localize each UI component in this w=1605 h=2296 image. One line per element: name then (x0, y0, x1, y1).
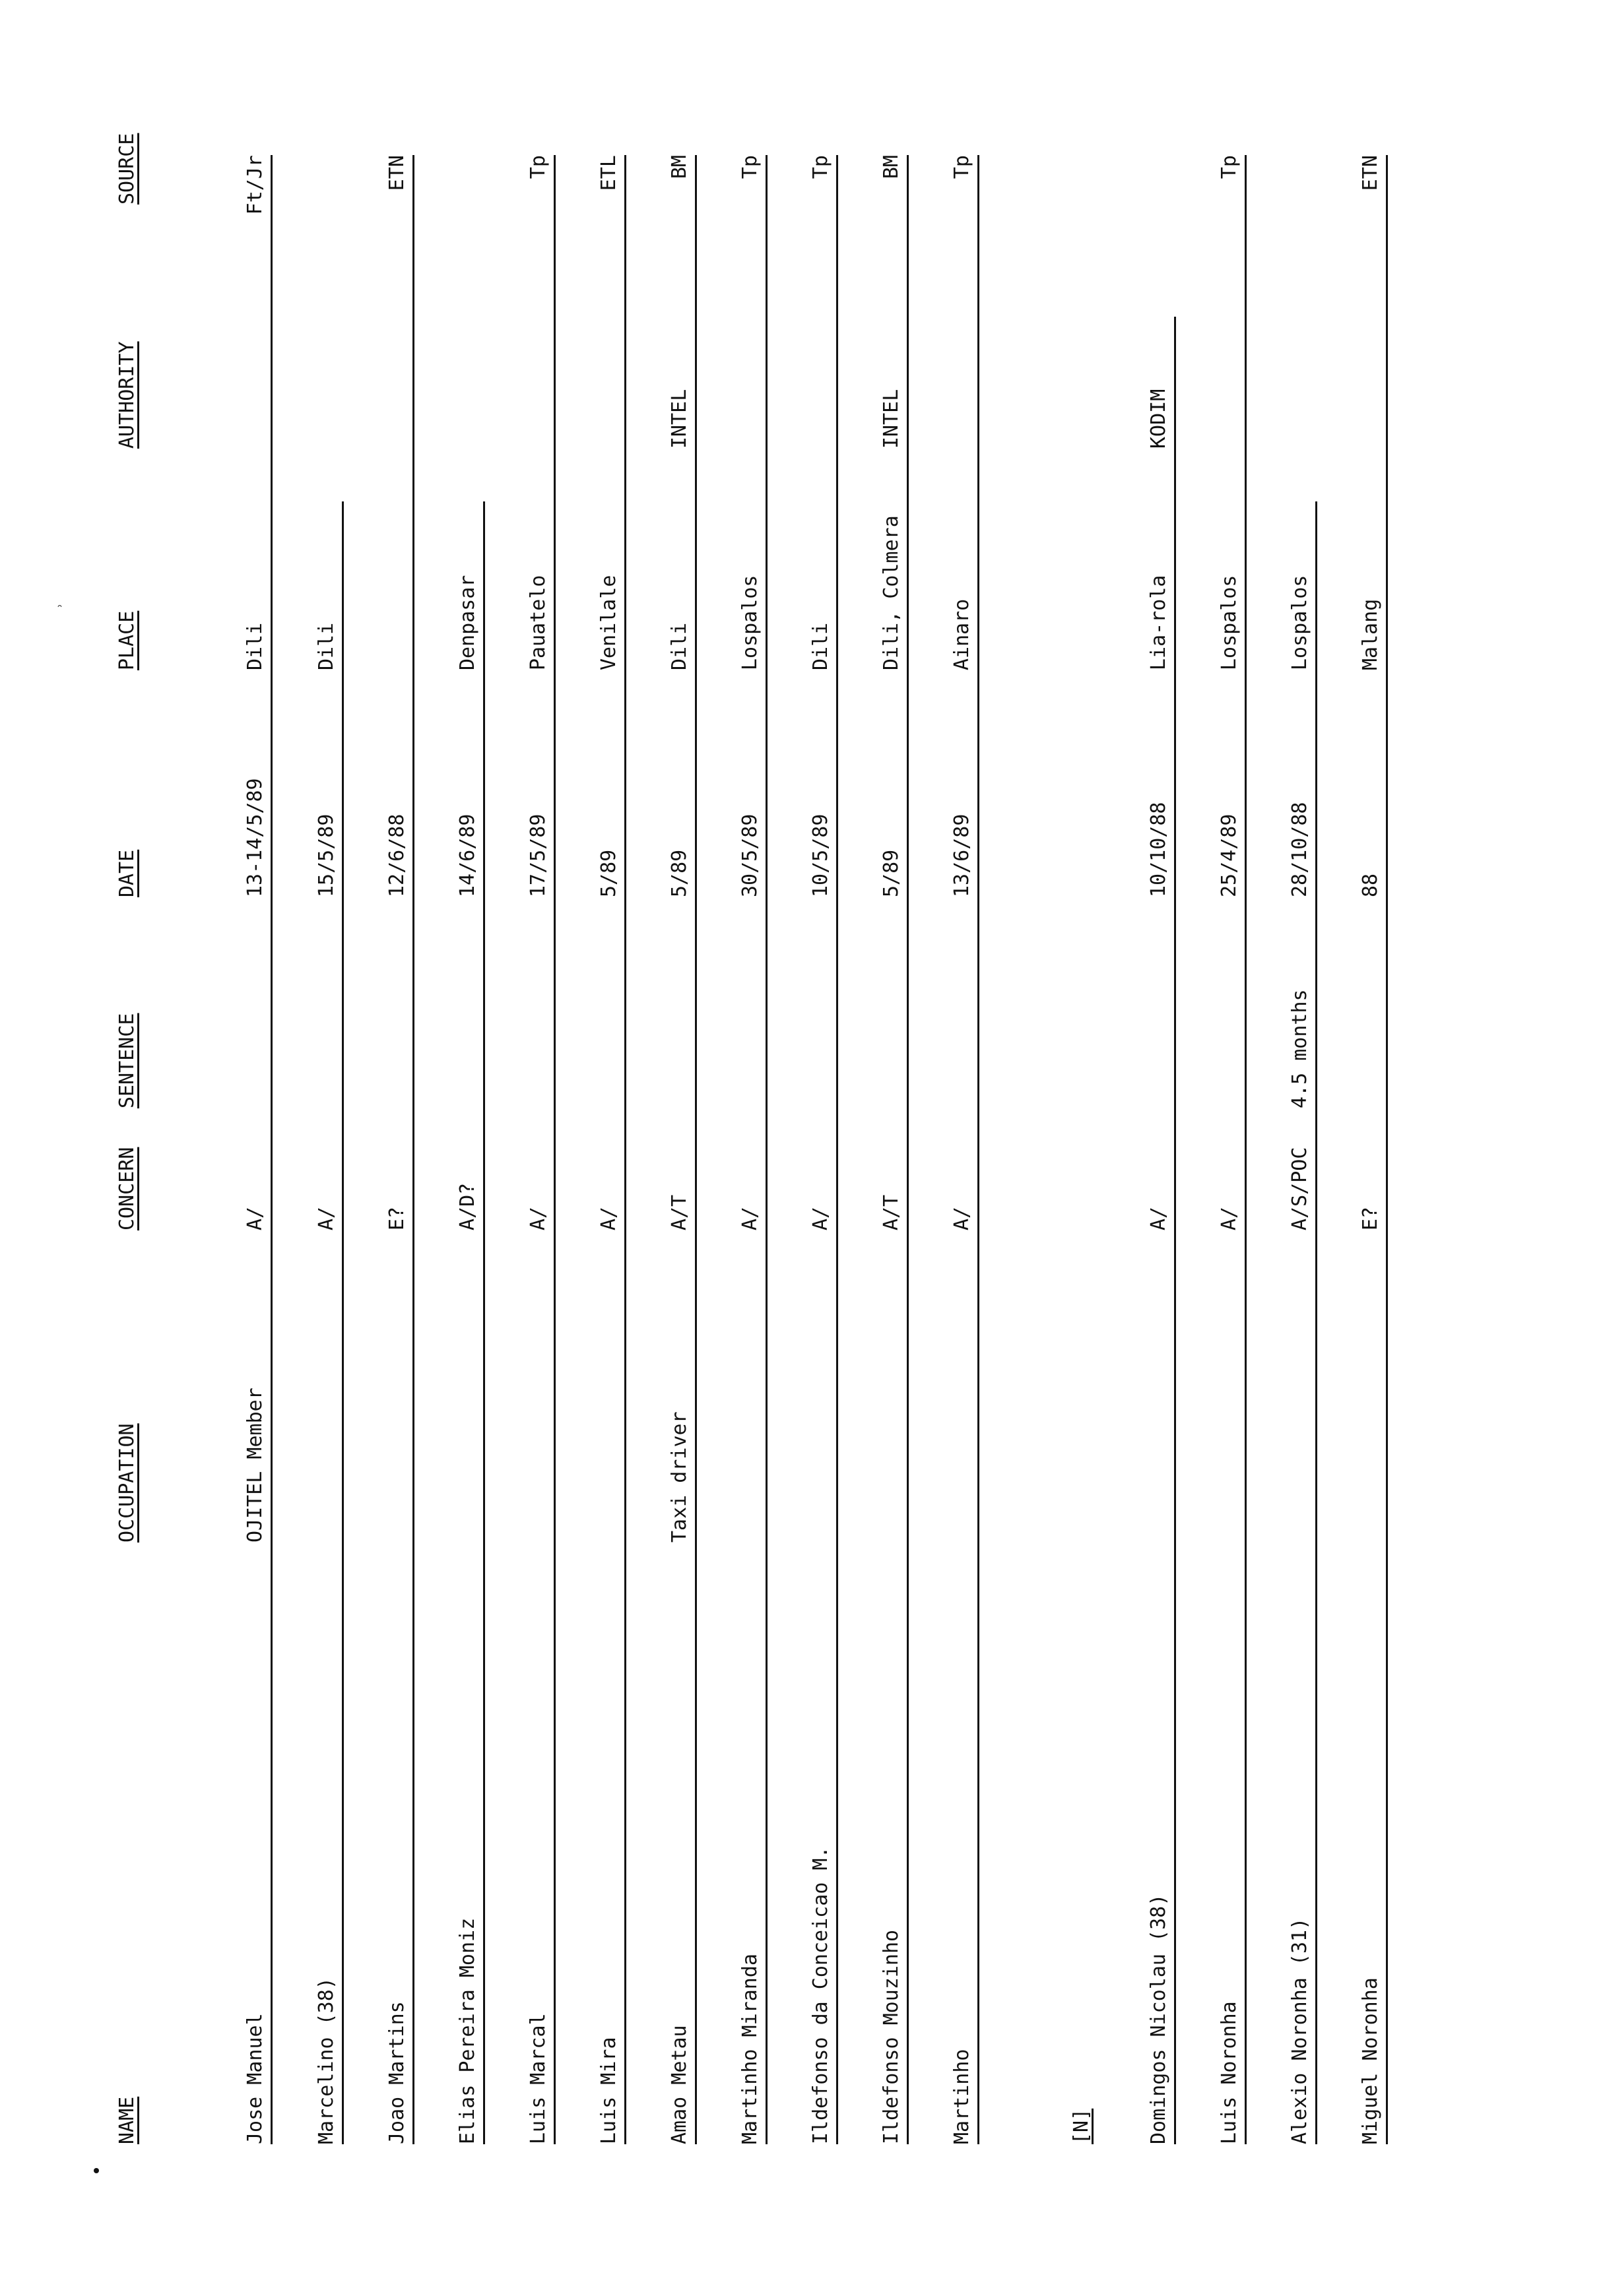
cell-date: 10/10/88 (1147, 802, 1170, 897)
cell-place: Lospalos (1288, 575, 1311, 670)
cell-date: 5/89 (597, 849, 620, 897)
cell-place: Lospalos (738, 575, 762, 670)
cell-date: 88 (1359, 873, 1382, 897)
cell-source: Tp (1218, 155, 1241, 179)
header-place: PLACE (115, 610, 139, 670)
row-underline (1245, 155, 1247, 2144)
row-underline (342, 501, 344, 2144)
cell-concern: A/T (880, 1194, 903, 1230)
cell-occupation: Taxi driver (668, 1411, 691, 1543)
cell-place: Lia-rola (1147, 575, 1170, 670)
header-authority: AUTHORITY (115, 341, 139, 449)
cell-concern: A/ (950, 1206, 973, 1230)
cell-place: Dili (244, 622, 267, 670)
cell-concern: A/ (738, 1206, 762, 1230)
cell-source: Tp (527, 155, 550, 179)
cell-date: 13/6/89 (950, 813, 973, 897)
cell-name: Elias Pereira Moniz (456, 1917, 479, 2144)
cell-name: Luis Marcal (527, 2013, 550, 2144)
cell-place: Denpasar (456, 575, 479, 670)
cell-date: 15/5/89 (315, 813, 338, 897)
cell-name: Marcelino (38) (315, 1977, 338, 2144)
cell-concern: A/ (244, 1206, 267, 1230)
cell-concern: E? (1359, 1206, 1382, 1230)
section-label: [N] (1070, 2108, 1093, 2144)
cell-concern: A/T (668, 1194, 691, 1230)
header-date: DATE (115, 849, 139, 897)
cell-name: Amao Metau (668, 2025, 691, 2144)
cell-concern: A/ (1147, 1206, 1170, 1230)
cell-date: 14/6/89 (456, 813, 479, 897)
cell-occupation: OJITEL Member (244, 1387, 267, 1543)
cell-name: Joao Martins (385, 2001, 409, 2144)
row-underline (1386, 155, 1388, 2144)
cell-date: 28/10/88 (1288, 802, 1311, 897)
cell-date: 17/5/89 (527, 813, 550, 897)
cell-name: Ildefonso Mouzinho (880, 1929, 903, 2144)
cell-place: Malang (1359, 598, 1382, 670)
cell-name: Luis Mira (597, 2037, 620, 2144)
cell-source: BM (668, 155, 691, 179)
cell-place: Pauatelo (527, 575, 550, 670)
cell-concern: A/ (1218, 1206, 1241, 1230)
cell-place: Lospalos (1218, 575, 1241, 670)
row-underline (554, 155, 556, 2144)
cell-source: Tp (809, 155, 832, 179)
cell-source: Tp (950, 155, 973, 179)
cell-place: Dili, Colmera (880, 515, 903, 670)
cell-date: 10/5/89 (809, 813, 832, 897)
row-underline (907, 155, 909, 2144)
cell-name: Miguel Noronha (1359, 1977, 1382, 2144)
cell-place: Dili (668, 622, 691, 670)
row-underline (766, 155, 768, 2144)
cell-concern: A/ (809, 1206, 832, 1230)
row-underline (624, 155, 626, 2144)
cell-concern: A/ (597, 1206, 620, 1230)
cell-date: 5/89 (880, 849, 903, 897)
row-underline (483, 501, 485, 2144)
bullet-mark (94, 2168, 99, 2173)
row-underline (977, 155, 979, 2144)
header-sentence: SENTENCE (115, 1013, 139, 1108)
cell-concern: A/ (527, 1206, 550, 1230)
cell-name: Alexio Noronha (31) (1288, 1917, 1311, 2144)
cell-source: Tp (738, 155, 762, 179)
cell-name: Domingos Nicolau (38) (1147, 1894, 1170, 2144)
cell-concern: A/S/POC (1288, 1147, 1311, 1230)
header-occupation: OCCUPATION (115, 1423, 139, 1543)
cell-name: Luis Noronha (1218, 2001, 1241, 2144)
cell-name: Jose Manuel (244, 2013, 267, 2144)
cell-source: ETN (385, 155, 409, 191)
cell-name: Ildefonso da Conceicao M. (809, 1846, 832, 2144)
cell-place: Dili (315, 622, 338, 670)
cell-authority: INTEL (668, 389, 691, 449)
cell-concern: E? (385, 1206, 409, 1230)
cell-place: Ainaro (950, 598, 973, 670)
cell-date: 25/4/89 (1218, 813, 1241, 897)
cell-concern: A/ (315, 1206, 338, 1230)
header-concern: CONCERN (115, 1147, 139, 1230)
cell-name: Martinho (950, 2049, 973, 2144)
row-underline (1174, 317, 1176, 2144)
cell-source: ETN (1359, 155, 1382, 191)
header-source: SOURCE (115, 133, 139, 205)
cell-concern: A/D? (456, 1182, 479, 1230)
cell-date: 12/6/88 (385, 813, 409, 897)
cell-authority: KODIM (1147, 389, 1170, 449)
cell-name: Martinho Miranda (738, 1954, 762, 2144)
cell-date: 13-14/5/89 (244, 778, 267, 897)
pen-mark: ˒ (53, 601, 69, 610)
row-underline (695, 155, 697, 2144)
row-underline (412, 155, 414, 2144)
header-name: NAME (115, 2096, 139, 2144)
cell-date: 5/89 (668, 849, 691, 897)
cell-date: 30/5/89 (738, 813, 762, 897)
cell-authority: INTEL (880, 389, 903, 449)
cell-place: Venilale (597, 575, 620, 670)
row-underline (836, 155, 838, 2144)
cell-sentence: 4.5 months (1288, 989, 1311, 1108)
cell-source: BM (880, 155, 903, 179)
row-underline (1315, 501, 1317, 2144)
cell-source: ETL (597, 155, 620, 191)
cell-place: Dili (809, 622, 832, 670)
cell-source: Ft/Jr (244, 155, 267, 215)
row-underline (271, 155, 273, 2144)
